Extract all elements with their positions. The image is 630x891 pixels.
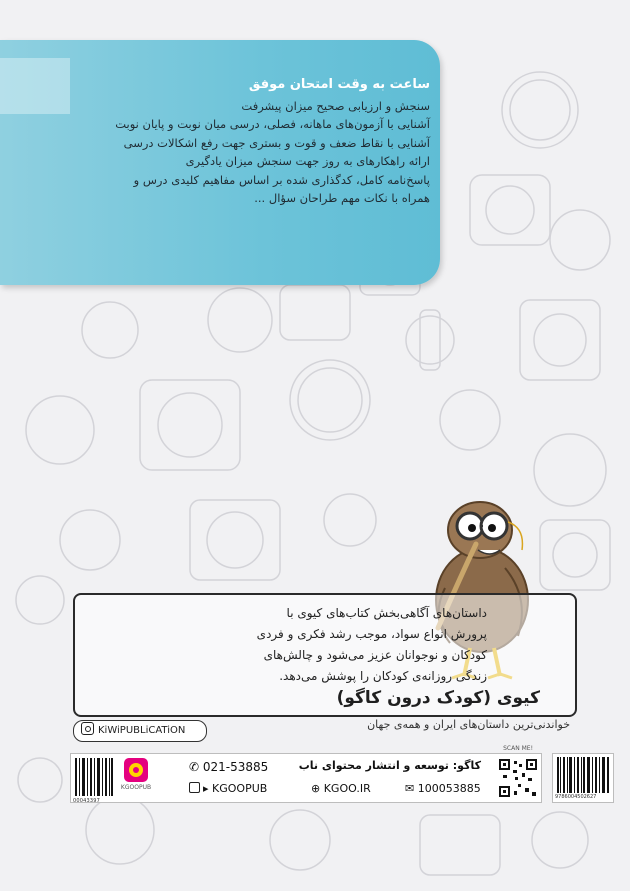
features-text [115, 76, 430, 208]
panel-highlight-strip [0, 58, 70, 114]
feature-line: پاسخ‌نامه کامل، کدگذاری شده بر اساس مفاهیم کلیدی درس و [133, 172, 430, 187]
barcode-number: 00043397 [73, 798, 101, 804]
brand-name: KGOOPUB [120, 784, 152, 791]
features-title: ساعت به وقت امتحان موفق [248, 77, 430, 92]
story-line: کودکان و نوجوانان عزیز می‌شود و چالش‌های [263, 648, 487, 662]
feature-line: همراه با نکات مهم طراحان سؤال ... [254, 191, 430, 205]
website: ⊕ KGOO.IR [311, 782, 371, 795]
qr-code-icon [498, 758, 538, 798]
brand-block [119, 758, 153, 791]
story-line: زندگی روزانه‌ی کودکان را پوشش می‌دهد. [279, 669, 487, 683]
isbn-barcode-icon [557, 757, 609, 793]
feature-line: سنجش و ارزیابی صحیح میزان پیشرفت [241, 98, 430, 113]
series-title: کیوی (کودک درون کاگو) [336, 688, 540, 708]
instagram-badge[interactable] [73, 720, 207, 742]
publisher-name: کاگو: توسعه و انتشار محتوای ناب [298, 759, 481, 772]
publisher-footer [70, 745, 542, 804]
feature-line: آشنایی با نقاط ضعف و قوت و بستری جهت رفع اشکالات درسی [123, 135, 430, 150]
sms-number: ✉ 100053885 [405, 782, 481, 795]
kgoo-logo-icon [124, 758, 148, 782]
feature-line: آشنایی با آزمون‌های ماهانه، فصلی، درسی میان نوبت و پایان نوبت [115, 117, 430, 131]
instagram-handle: KiWiPUBLiCATiON [98, 725, 186, 736]
isbn-barcode [552, 753, 614, 803]
isbn-number: 9786004502627 [555, 794, 597, 800]
barcode-icon [74, 757, 114, 799]
series-subtitle: خواندنی‌ترین داستان‌های ایران و همه‌ی جهان [367, 718, 570, 731]
social-icon [189, 782, 200, 793]
phone-number: ✆ 021-53885 [189, 760, 269, 774]
story-line: پرورش انواع سواد، موجب رشد فکری و فردی [256, 627, 487, 641]
story-line: داستان‌های آگاهی‌بخش کتاب‌های کیوی با [286, 606, 487, 620]
story-description [117, 603, 487, 687]
scan-label: SCAN ME! [503, 745, 533, 752]
feature-line: ارائه راهکارهای به روز جهت سنجش میزان یادگیری [185, 154, 430, 168]
instagram-icon [81, 722, 94, 735]
social-handle: ▸ KGOOPUB [189, 782, 267, 795]
features-panel [0, 40, 440, 285]
